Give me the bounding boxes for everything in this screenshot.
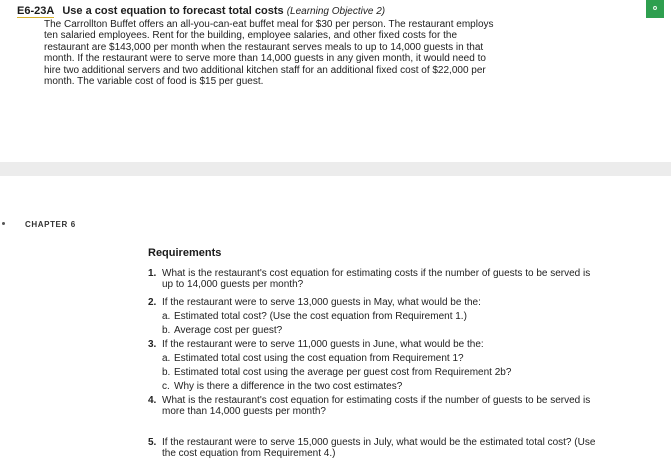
sub-requirement-text: Estimated total cost using the average per guest cost from Requirement 2b? <box>174 367 512 378</box>
sub-requirement <box>162 353 592 364</box>
requirement-text: If the restaurant were to serve 11,000 guests in June, what would be the: <box>162 339 484 350</box>
sub-requirement <box>162 325 582 336</box>
page-gutter <box>0 162 671 176</box>
requirement-number: 2. <box>148 297 157 308</box>
requirements-heading: Requirements <box>148 247 222 259</box>
requirement-number: 4. <box>148 395 157 406</box>
sub-requirement <box>162 367 602 378</box>
requirement-item <box>148 268 598 291</box>
requirement-item <box>148 395 598 418</box>
sub-requirement-letter: b. <box>162 367 171 378</box>
sub-requirement <box>162 311 582 322</box>
requirement-item <box>148 297 598 308</box>
sub-requirement <box>162 381 582 392</box>
requirement-number: 1. <box>148 268 157 279</box>
learning-objective: (Learning Objective 2) <box>286 6 386 17</box>
requirement-number: 3. <box>148 339 157 350</box>
exercise-header <box>17 5 385 18</box>
sub-requirement-letter: c. <box>162 381 170 392</box>
exercise-body: The Carrollton Buffet offers an all-you-can-eat buffet meal for $30 per person. The restaurant employs ten salaried employees. Rent for the building, employee salaries, and other fixed costs for the restaurant are $143,000 per month when the restaurant serves meals to up to 14,000 guests in that month. If the restaurant were to serve more than 14,000 guests in any given month, it would need to hire two additional servers and two additional kitchen staff for an additional fixed cost of $22,000 per month. The variable cost of food is $15 per guest. <box>44 19 494 88</box>
sub-requirement-letter: a. <box>162 353 171 364</box>
sub-requirement-text: Why is there a difference in the two cost estimates? <box>174 381 403 392</box>
side-tab-marker: o <box>646 0 664 18</box>
requirement-number: 5. <box>148 437 157 448</box>
bullet-icon <box>2 222 5 225</box>
requirement-text: What is the restaurant's cost equation for estimating costs if the number of guests to be served is more than 14,000 guests per month? <box>162 395 591 418</box>
sub-requirement-text: Estimated total cost? (Use the cost equation from Requirement 1.) <box>174 311 467 322</box>
chapter-label: CHAPTER 6 <box>25 220 76 229</box>
sub-requirement-text: Average cost per guest? <box>174 325 283 336</box>
sub-requirement-letter: b. <box>162 325 171 336</box>
sub-requirement-letter: a. <box>162 311 171 322</box>
exercise-id: E6-23A <box>17 5 55 17</box>
exercise-title: Use a cost equation to forecast total costs <box>62 5 284 17</box>
requirement-item <box>148 437 598 460</box>
sub-requirement-text: Estimated total cost using the cost equation from Requirement 1? <box>174 353 464 364</box>
requirement-text: What is the restaurant's cost equation for estimating costs if the number of guests to be served is up to 14,000 guests per month? <box>162 268 591 291</box>
requirement-text: If the restaurant were to serve 13,000 guests in May, what would be the: <box>162 297 481 308</box>
requirement-text: If the restaurant were to serve 15,000 guests in July, what would be the estimated total cost? (Use the cost equation from Requirement 4.) <box>162 437 596 460</box>
requirement-item <box>148 339 598 350</box>
